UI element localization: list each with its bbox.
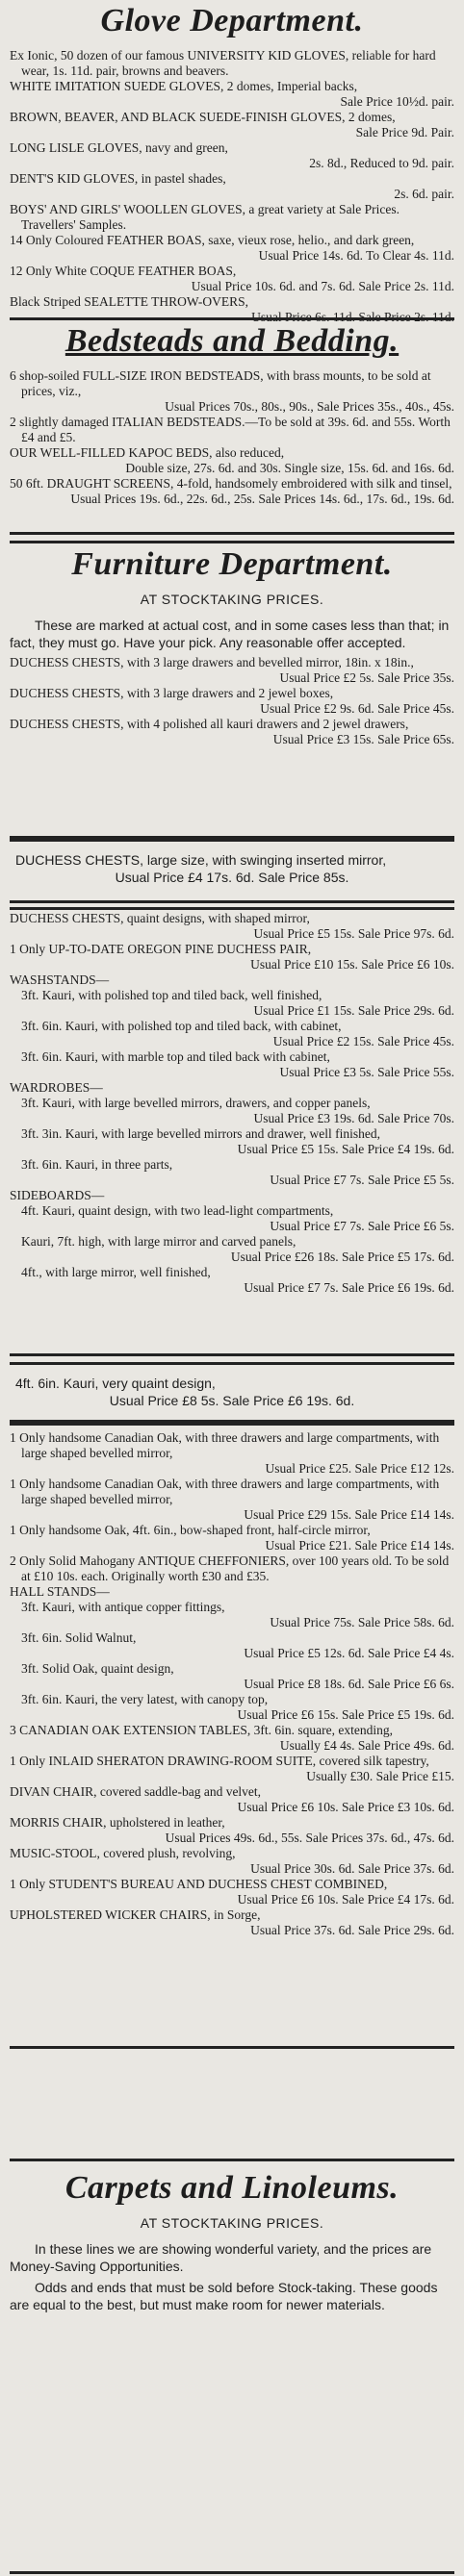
sale-item-text: 3ft. 6in. Kauri, the very latest, with canopy top, [21, 1692, 269, 1706]
sale-item [10, 415, 454, 445]
sale-item-text: WARDROBES— [10, 1080, 103, 1095]
sale-item [10, 264, 454, 294]
sale-item-text: 3ft. 6in. Kauri, in three parts, [21, 1157, 173, 1172]
sale-item-price: Usual Prices 19s. 6d., 22s. 6d., 25s. Sale Prices 14s. 6d., 17s. 6d., 19s. 6d. [70, 492, 454, 506]
sale-item [10, 1600, 454, 1630]
sale-item [10, 686, 454, 717]
sale-item [10, 1692, 454, 1723]
sale-item-text: 1 Only STUDENT'S BUREAU AND DUCHESS CHEST COMBINED, [10, 1877, 388, 1891]
sale-item-text: MUSIC-STOOL, covered plush, revolving, [10, 1846, 236, 1860]
sale-item-text: BROWN, BEAVER, AND BLACK SUEDE-FINISH GLOVES, 2 domes, [10, 110, 396, 124]
sale-item [10, 1049, 454, 1080]
sale-item-text: 1 Only handsome Oak, 4ft. 6in., bow-shaped front, half-circle mirror, [10, 1523, 371, 1537]
sale-item-text: 2 slightly damaged ITALIAN BEDSTEADS.—To be sold at 39s. 6d. and 55s. Worth £4 and £5. [10, 415, 451, 444]
sale-item-text: 3ft. Kauri, with polished top and tiled back, well finished, [21, 988, 322, 1002]
sale-item [10, 1907, 454, 1938]
sale-item-price: Usual Price 37s. 6d. Sale Price 29s. 6d. [250, 1923, 454, 1937]
glove-department-title: Glove Department. [100, 3, 364, 38]
bedsteads-items-list [10, 368, 454, 507]
sale-item-price: Usual Price £6 10s. Sale Price £3 10s. 6d. [237, 1800, 454, 1814]
sale-item-text: 4ft. Kauri, quaint design, with two lead-light compartments, [21, 1203, 334, 1218]
sale-item [10, 1157, 454, 1188]
sale-item [10, 1477, 454, 1523]
sale-item-price: Usual Price £26 18s. Sale Price £5 17s. 6d. [230, 1250, 454, 1264]
sale-item-price: Usual Price £2 9s. 6d. Sale Price 45s. [260, 701, 454, 716]
sale-item [10, 1126, 454, 1157]
sale-item-price: Usual Price £7 7s. Sale Price £6 5s. [270, 1219, 454, 1233]
sale-item [10, 988, 454, 1019]
sale-item [10, 911, 454, 942]
sale-item-price: Usual Prices 49s. 6d., 55s. Sale Prices 37s. 6d., 47s. 6d. [165, 1831, 454, 1845]
sale-item-text: 3ft. Kauri, with large bevelled mirrors, drawers, and copper panels, [21, 1096, 371, 1110]
sale-item-price: Usual Price £3 15s. Sale Price 65s. [272, 732, 454, 746]
sale-item-price: Usual Price £3 5s. Sale Price 55s. [279, 1065, 454, 1079]
sale-item-text: DUCHESS CHESTS, with 3 large drawers and 2 jewel boxes, [10, 686, 334, 700]
sale-item [10, 655, 454, 686]
sale-item-text: 3 CANADIAN OAK EXTENSION TABLES, 3ft. 6in. square, extending, [10, 1723, 393, 1737]
sale-item-price: Usual Price £5 15s. Sale Price £4 19s. 6d. [237, 1142, 454, 1156]
sale-item-price: Usual Price £21. Sale Price £14 14s. [265, 1538, 454, 1553]
sale-item-text: 3ft. 3in. Kauri, with large bevelled mirrors and drawer, well finished, [21, 1126, 380, 1141]
sale-item [10, 717, 454, 747]
duchess-large-text: DUCHESS CHESTS, large size, with swinging inserted mirror, [15, 852, 387, 868]
sale-item-text: 3ft. 6in. Kauri, with polished top and tiled back, with cabinet, [21, 1019, 342, 1033]
sale-item [10, 79, 454, 110]
sale-item [10, 368, 454, 415]
sale-item-price: Usual Price £10 15s. Sale Price £6 10s. [250, 957, 454, 972]
sale-item [10, 171, 454, 202]
sale-item-text: DUCHESS CHESTS, with 4 polished all kauri drawers and 2 jewel drawers, [10, 717, 409, 731]
duchess-large-price: Usual Price £4 17s. 6d. Sale Price 85s. [115, 870, 349, 885]
sale-item [10, 1630, 454, 1661]
sale-item-price: Usual Price £6 15s. Sale Price £5 19s. 6d. [237, 1707, 454, 1722]
sale-item-text: DUCHESS CHESTS, with 3 large drawers and bevelled mirror, 18in. x 18in., [10, 655, 414, 669]
sale-item-price: 2s. 8d., Reduced to 9d. pair. [309, 156, 454, 170]
sale-item [10, 476, 454, 507]
sale-item-price: Double size, 27s. 6d. and 30s. Single size, 15s. 6d. and 16s. 6d. [125, 461, 454, 475]
carpets-title: Carpets and Linoleums. [64, 2170, 400, 2206]
sale-item [10, 202, 454, 233]
sale-item [10, 1784, 454, 1815]
sale-item-text: 3ft. Solid Oak, quaint design, [21, 1661, 174, 1676]
category-heading [10, 972, 454, 988]
carpets-section [10, 2159, 454, 2574]
sale-item [10, 1846, 454, 1877]
sale-item [10, 942, 454, 972]
furniture-subtitle: AT STOCKTAKING PRICES. [140, 592, 324, 607]
sale-item [10, 1523, 454, 1553]
sale-item [10, 1877, 454, 1907]
sale-item [10, 48, 454, 79]
sale-item-price: Usual Price £6 10s. Sale Price £4 17s. 6d. [237, 1892, 454, 1907]
sale-item-price: Usual Price £7 7s. Sale Price £6 19s. 6d. [244, 1280, 454, 1295]
carpets-intro-2: Odds and ends that must be sold before Stock-taking. These goods are equal to the best, but must make room for newer materials. [10, 2280, 438, 2312]
kauri-quaint-price: Usual Price £8 5s. Sale Price £6 19s. 6d. [109, 1393, 355, 1408]
sale-item-text: BOYS' AND GIRLS' WOOLLEN GLOVES, a great variety at Sale Prices. Travellers' Samples. [10, 202, 400, 232]
sale-item-price: Usual Price £5 12s. 6d. Sale Price £4 4s. [244, 1646, 454, 1660]
sale-item-text: Ex Ionic, 50 dozen of our famous UNIVERSITY KID GLOVES, reliable for hard wear, 1s. 11d. pair, browns and beavers. [10, 48, 436, 78]
category-heading [10, 1584, 454, 1600]
sale-item-price: Usual Price £1 15s. Sale Price 29s. 6d. [253, 1003, 454, 1018]
sale-item-text: Kauri, 7ft. high, with large mirror and carved panels, [21, 1234, 296, 1249]
glove-department-section [10, 0, 454, 324]
sale-item-text: UPHOLSTERED WICKER CHAIRS, in Sorge, [10, 1907, 261, 1922]
sale-item-text: 2 Only Solid Mahogany ANTIQUE CHEFFONIERS, over 100 years old. To be sold at £10 10s. each. Originally worth £30 and £35. [10, 1553, 450, 1583]
sale-item-text: DIVAN CHAIR, covered saddle-bag and velvet, [10, 1784, 262, 1799]
furniture-part2-section [10, 900, 454, 1356]
sale-item-price: Usual Price £3 19s. 6d. Sale Price 70s. [253, 1111, 454, 1125]
furniture-title: Furniture Department. [71, 546, 393, 582]
sale-item-text: DUCHESS CHESTS, quaint designs, with shaped mirror, [10, 911, 310, 925]
sale-item [10, 110, 454, 140]
sale-item-price: Usual Price £2 15s. Sale Price 45s. [272, 1034, 454, 1048]
furniture-intro: These are marked at actual cost, and in some cases less than that; in fact, they must go. Have your pick. Any reasonable offer accepted. [10, 618, 450, 650]
sale-item-price: Usual Prices 70s., 80s., 90s., Sale Prices 35s., 40s., 45s. [165, 399, 454, 414]
category-heading [10, 1188, 454, 1203]
bedsteads-title: Bedsteads and Bedding. [64, 323, 400, 359]
sale-item-price: Usual Price £2 5s. Sale Price 35s. [279, 670, 454, 685]
bedsteads-section [10, 317, 454, 535]
sale-item [10, 1661, 454, 1692]
sale-item-price: Usual Price 75s. Sale Price 58s. 6d. [270, 1615, 454, 1629]
sale-item [10, 1203, 454, 1234]
sale-item-price: Usual Price 6s. 11d. Sale Price 2s. 11d. [251, 310, 454, 324]
sale-item-text: Black Striped SEALETTE THROW-OVERS, [10, 294, 248, 309]
sale-item-text: WASHSTANDS— [10, 972, 110, 987]
kauri-quaint-box [10, 1362, 454, 1426]
sale-item-text: 1 Only UP-TO-DATE OREGON PINE DUCHESS PAIR, [10, 942, 312, 956]
sale-item [10, 1019, 454, 1049]
sale-item-price: Usual Price £25. Sale Price £12 12s. [265, 1461, 454, 1476]
furniture-items-list [10, 655, 454, 747]
glove-items-list [10, 48, 454, 325]
sale-item-text: 12 Only White COQUE FEATHER BOAS, [10, 264, 237, 278]
sale-item-price: Usual Price 10s. 6d. and 7s. 6d. Sale Price 2s. 11d. [191, 279, 454, 293]
carpets-intro-1: In these lines we are showing wonderful variety, and the prices are Money-Saving Opportunities. [10, 2241, 432, 2274]
duchess-large-box [10, 839, 454, 910]
sale-item-price: Usual Price £8 18s. 6d. Sale Price £6 6s. [244, 1677, 454, 1691]
sale-item-price: Usual Price £5 15s. Sale Price 97s. 6d. [253, 926, 454, 941]
category-heading [10, 1080, 454, 1096]
sale-item-price: Sale Price 9d. Pair. [355, 125, 454, 139]
sale-item-price: Usually £4 4s. Sale Price 49s. 6d. [279, 1738, 454, 1753]
sale-item [10, 233, 454, 264]
sale-item-text: 50 6ft. DRAUGHT SCREENS, 4-fold, handsomely embroidered with silk and tinsel, [10, 476, 452, 491]
sale-item-price: 2s. 6d. pair. [394, 187, 454, 201]
sale-item-text: DENT'S KID GLOVES, in pastel shades, [10, 171, 226, 186]
sale-item [10, 1815, 454, 1846]
sale-item-price: Usual Price 30s. 6d. Sale Price 37s. 6d. [250, 1861, 454, 1876]
sale-item-text: HALL STANDS— [10, 1584, 110, 1599]
furniture-part3-items-list [10, 1430, 454, 1938]
sale-item-text: 4ft., with large mirror, well finished, [21, 1265, 211, 1279]
sale-item-text: 1 Only handsome Canadian Oak, with three drawers and large compartments, with large shaped bevelled mirror, [10, 1477, 440, 1506]
sale-item-text: 1 Only handsome Canadian Oak, with three drawers and large compartments, with large shaped bevelled mirror, [10, 1430, 440, 1460]
sale-item-price: Usual Price 14s. 6d. To Clear 4s. 11d. [258, 248, 454, 263]
sale-item [10, 1430, 454, 1477]
sale-item [10, 1096, 454, 1126]
sale-item-price: Sale Price 10½d. pair. [340, 94, 454, 109]
sale-item [10, 1754, 454, 1784]
sale-item [10, 445, 454, 476]
sale-item-text: 3ft. Kauri, with antique copper fittings, [21, 1600, 225, 1614]
sale-item [10, 1234, 454, 1265]
sale-item-text: LONG LISLE GLOVES, navy and green, [10, 140, 228, 155]
sale-item-text: 6 shop-soiled FULL-SIZE IRON BEDSTEADS, with brass mounts, to be sold at prices, viz., [10, 368, 431, 398]
sale-item-text: SIDEBOARDS— [10, 1188, 105, 1202]
carpets-subtitle: AT STOCKTAKING PRICES. [140, 2215, 324, 2231]
sale-item [10, 1265, 454, 1296]
furniture-part2-items-list [10, 911, 454, 1296]
sale-item-price: Usual Price £29 15s. Sale Price £14 14s. [244, 1507, 454, 1522]
sale-item-text: MORRIS CHAIR, upholstered in leather, [10, 1815, 225, 1830]
sale-item-text: 3ft. 6in. Kauri, with marble top and tiled back with cabinet, [21, 1049, 330, 1064]
sale-item-text: WHITE IMITATION SUEDE GLOVES, 2 domes, Imperial backs, [10, 79, 358, 93]
sale-item [10, 1723, 454, 1754]
kauri-quaint-text: 4ft. 6in. Kauri, very quaint design, [15, 1376, 216, 1391]
sale-item-text: 3ft. 6in. Solid Walnut, [21, 1630, 137, 1645]
sale-item [10, 1553, 454, 1584]
sale-item-price: Usually £30. Sale Price £15. [306, 1769, 454, 1783]
furniture-part3-section [10, 1420, 454, 2049]
sale-item [10, 140, 454, 171]
sale-item-text: OUR WELL-FILLED KAPOC BEDS, also reduced, [10, 445, 285, 460]
sale-item-text: 1 Only INLAID SHERATON DRAWING-ROOM SUITE, covered silk tapestry, [10, 1754, 429, 1768]
furniture-section [10, 541, 454, 839]
sale-item-text: 14 Only Coloured FEATHER BOAS, saxe, vieux rose, helio., and dark green, [10, 233, 415, 247]
sale-item-price: Usual Price £7 7s. Sale Price £5 5s. [270, 1173, 454, 1187]
